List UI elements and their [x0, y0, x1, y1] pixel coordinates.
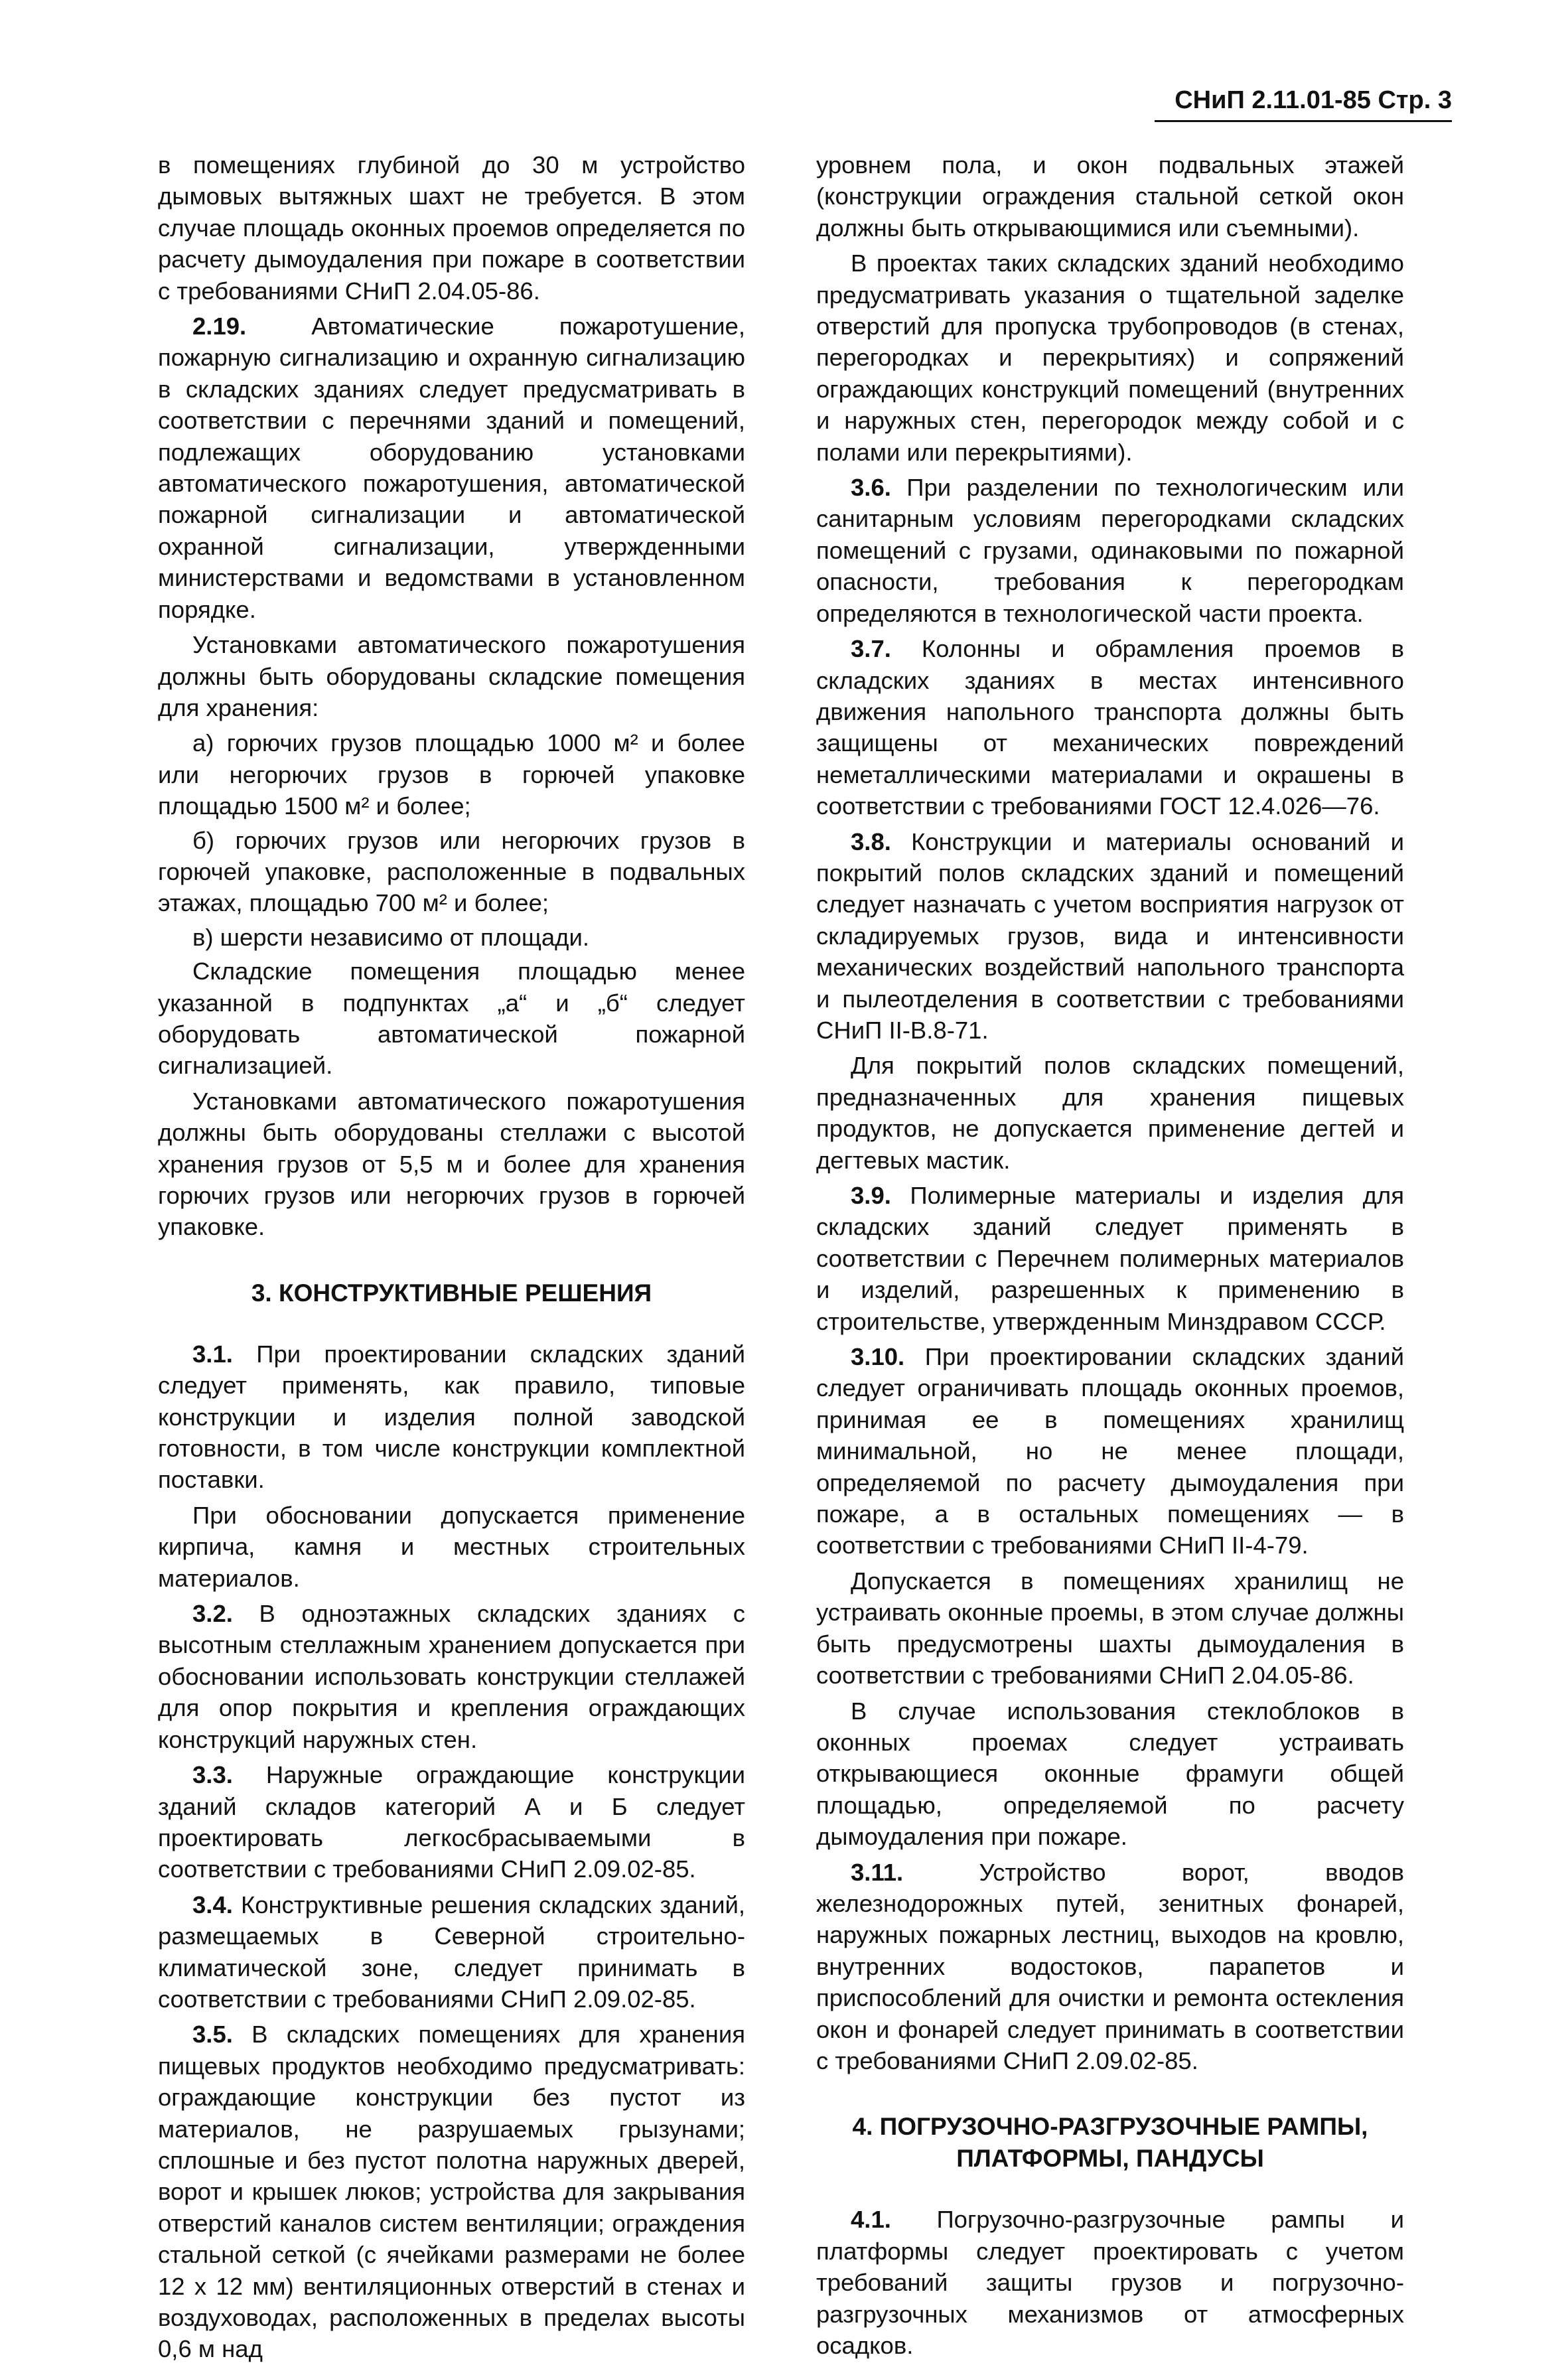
paragraph-text: Автоматические пожаротушение, пожарную сигнализацию и охранную сигнализацию в складских зданиях следует предусматривать в соответствии с перечнями зданий и помещений, подлежащих оборудованию установками автоматического пожаротушения, автоматической пожарной сигнализации и автоматической охранной сигнализации, утвержденными министерствами и ведомствами в установленном порядке.	[158, 313, 745, 623]
paragraph	[158, 922, 745, 953]
paragraph	[816, 1341, 1404, 1561]
paragraph-text: В складских помещениях для хранения пищевых продуктов необходимо предусматривать: ограждающие конструкции без пустот из материалов, не разрушаемых грызунами; сплошные и без пустот полотна наружных дверей, ворот и крышек люков; устройства для закрывания отверстий каналов систем вентиляции; ограждения стальной сеткой (с ячейками размерами не более 12 х 12 мм) вентиляционных отверстий в стенах и воздуховодах, расположенных в пределах высоты 0,6 м над	[158, 2021, 745, 2363]
clause-number: 2.19.	[192, 313, 247, 340]
paragraph-text: При разделении по технологическим или санитарным условиям перегородками складских помещений с грузами, одинаковыми по пожарной опасности, требования к перегородкам определяются в технологической части проекта.	[816, 474, 1404, 627]
page-header: СНиП 2.11.01-85 Стр. 3	[1155, 86, 1452, 122]
paragraph	[816, 1180, 1404, 1337]
paragraph-text: в) шерсти независимо от площади.	[192, 923, 589, 951]
paragraph	[816, 826, 1404, 1046]
clause-number: 3.10.	[851, 1343, 905, 1371]
paragraph-text: При проектировании складских зданий следует ограничивать площадь оконных проемов, принимая ее в помещениях хранилищ минимальной, но не менее площади, определяемой по расчету дымоудаления при пожаре, а в остальных помещениях — в соответствии с требованиями СНиП II-4-79.	[816, 1343, 1404, 1559]
clause-number: 3.3.	[192, 1761, 233, 1789]
paragraph	[158, 825, 745, 919]
paragraph-text: В одноэтажных складских зданиях с высотным стеллажным хранением допускается при обосновании использовать конструкции стеллажей для опор покрытия и крепления ограждающих конструкций наружных стен.	[158, 1600, 745, 1753]
clause-number: 3.4.	[192, 1891, 233, 1918]
section-heading	[158, 1277, 745, 1309]
paragraph	[158, 1500, 745, 1594]
paragraph	[158, 956, 745, 1082]
paragraph-text: Погрузочно-разгрузочные рампы и платформы следует проектировать с учетом требований защиты грузов и погрузочно-разгрузочных механизмов от атмосферных осадков.	[816, 2206, 1404, 2359]
paragraph	[158, 1759, 745, 1885]
paragraph	[158, 1086, 745, 1243]
paragraph	[158, 1338, 745, 1496]
paragraph	[816, 248, 1404, 468]
paragraph-text: б) горючих грузов или негорючих грузов в горючей упаковке, расположенные в подвальных этажах, площадью 700 м² и более;	[158, 826, 745, 917]
paragraph-text: При проектировании складских зданий следует применять, как правило, типовые конструкции и изделия полной заводской готовности, в том числе конструкции комплектной поставки.	[158, 1340, 745, 1494]
paragraph-text: уровнем пола, и окон подвальных этажей (конструкции ограждения стальной сеткой окон должны быть открывающимися или съемными).	[816, 151, 1404, 242]
paragraph	[158, 1889, 745, 2015]
paragraph-text: В проектах таких складских зданий необходимо предусматривать указания о тщательной заделке отверстий для пропуска трубопроводов (в стенах, перегородках и перекрытиях) и сопряжений ограждающих конструкций помещений (внутренних и наружных стен, перегородок между собой и с полами или перекрытиями).	[816, 250, 1404, 466]
paragraph	[158, 629, 745, 723]
paragraph-text: Конструкции и материалы оснований и покрытий полов складских зданий и помещений следует назначать с учетом восприятия нагрузок от складируемых грузов, вида и интенсивности механических воздействий напольного транспорта и пылеотделения в соответствии с требованиями СНиП II-В.8-71.	[816, 827, 1404, 1044]
paragraph-text: а) горючих грузов площадью 1000 м² и более или негорючих грузов в горючей упаковке площадью 1500 м² и более;	[158, 729, 745, 820]
left-column	[158, 149, 745, 2369]
paragraph	[816, 2204, 1404, 2361]
paragraph-text: 4. ПОГРУЗОЧНО-РАЗГРУЗОЧНЫЕ РАМПЫ, ПЛАТФОРМЫ, ПАНДУСЫ	[852, 2113, 1368, 2173]
paragraph-text: В случае использования стеклоблоков в оконных проемах следует устраивать открывающиеся оконные фрамуги общей площадью, определяемой по расчету дымоудаления при пожаре.	[816, 1697, 1404, 1851]
paragraph-text: Полимерные материалы и изделия для складских зданий следует применять в соответствии с Перечнем полимерных материалов и изделий, разрешенных к применению в строительстве, утвержденным Минздравом СССР.	[816, 1182, 1404, 1335]
paragraph-text: Устройство ворот, вводов железнодорожных путей, зенитных фонарей, наружных пожарных лестниц, выходов на кровлю, внутренних водостоков, парапетов и приспособлений для очистки и ремонта остекления окон и фонарей следует принимать в соответствии с требованиями СНиП 2.09.02-85.	[816, 1858, 1404, 2074]
paragraph	[816, 633, 1404, 822]
paragraph-text: Установками автоматического пожаротушения должны быть оборудованы стеллажи с высотой хранения грузов от 5,5 м и более для хранения горючих грузов или негорючих грузов в горючей упаковке.	[158, 1087, 745, 1241]
section-heading	[816, 2111, 1404, 2175]
paragraph	[816, 149, 1404, 244]
paragraph-text: Установками автоматического пожаротушения должны быть оборудованы складские помещения для хранения:	[158, 631, 745, 721]
paragraph	[158, 2019, 745, 2364]
clause-number: 3.7.	[851, 635, 891, 663]
paragraph-text: Допускается в помещениях хранилищ не устраивать оконные проемы, в этом случае должны быть предусмотрены шахты дымоудаления в соответствии с требованиями СНиП 2.04.05-86.	[816, 1567, 1404, 1689]
clause-number: 3.5.	[192, 2021, 233, 2048]
paragraph-text: Складские помещения площадью менее указанной в подпунктах „а“ и „б“ следует оборудовать автоматической пожарной сигнализацией.	[158, 958, 745, 1080]
clause-number: 3.1.	[192, 1340, 233, 1368]
paragraph-text: 3. КОНСТРУКТИВНЫЕ РЕШЕНИЯ	[251, 1279, 652, 1307]
paragraph	[816, 472, 1404, 629]
clause-number: 3.9.	[851, 1182, 891, 1209]
paragraph	[816, 1565, 1404, 1691]
paragraph	[158, 149, 745, 307]
clause-number: 3.6.	[851, 474, 891, 502]
paragraph-text: Для покрытий полов складских помещений, предназначенных для хранения пищевых продуктов, не допускается применение дегтей и дегтевых мастик.	[816, 1052, 1404, 1174]
paragraph	[158, 727, 745, 822]
paragraph	[816, 1695, 1404, 1853]
right-column	[816, 149, 1404, 2365]
clause-number: 3.8.	[851, 827, 891, 855]
paragraph	[816, 1050, 1404, 1176]
paragraph-text: Конструктивные решения складских зданий, размещаемых в Северной строительно-климатической зоне, следует принимать в соответствии с требованиями СНиП 2.09.02-85.	[158, 1891, 745, 2013]
clause-number: 4.1.	[851, 2206, 891, 2234]
paragraph	[158, 1598, 745, 1755]
paragraph-text: При обосновании допускается применение кирпича, камня и местных строительных материалов.	[158, 1501, 745, 1592]
clause-number: 3.11.	[851, 1858, 904, 1886]
paragraph-text: в помещениях глубиной до 30 м устройство дымовых вытяжных шахт не требуется. В этом случае площадь оконных проемов определяется по расчету дымоудаления при пожаре в соответствии с требованиями СНиП 2.04.05-86.	[158, 151, 745, 305]
paragraph	[816, 1857, 1404, 2077]
paragraph	[158, 311, 745, 625]
paragraph-text: Колонны и обрамления проемов в складских зданиях в местах интенсивного движения напольного транспорта должны быть защищены от механических повреждений неметаллическими материалами и окрашены в соответствии с требованиями ГОСТ 12.4.026—76.	[816, 635, 1404, 820]
paragraph-text: Наружные ограждающие конструкции зданий складов категорий А и Б следует проектировать легкосбрасываемыми в соответствии с требованиями СНиП 2.09.02-85.	[158, 1761, 745, 1883]
clause-number: 3.2.	[192, 1600, 233, 1628]
